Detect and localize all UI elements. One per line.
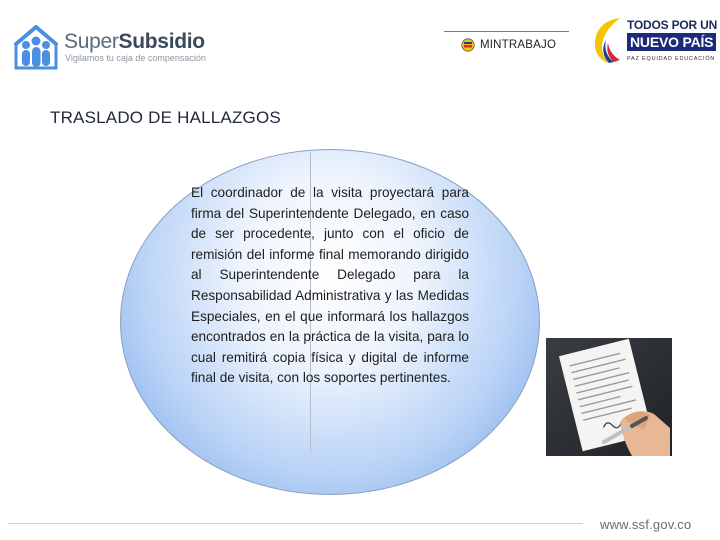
nuevo-pais-line2: NUEVO PAÍS [627,33,716,51]
supersubsidio-logo [12,22,227,72]
mintrabajo-label: MINTRABAJO [480,39,557,51]
family-house-icon [12,22,60,72]
supersubsidio-name: SuperSubsidio [64,30,205,53]
mintrabajo-divider [444,31,569,32]
flag-swoosh-icon [592,16,624,64]
slide-body-text: El coordinador de la visita proyectará para firma del Superintendente Delegado, en caso de ser procedente, junto con el oficio de remisión del informe final memorando dirigido al Superintendente Delegado para la Responsabilidad Administrativa y las Medidas Especiales, en el que informará los hallazgos encontrados en la práctica de la visita, para lo cual remitirá copia física y digital de informe final de visita, con los soportes pertinentes. [191,185,469,386]
nuevo-pais-logo [592,16,718,72]
header [0,0,720,80]
supersubsidio-tagline: Vigilamos tu caja de compensación [65,53,206,63]
signing-document-image [546,338,672,456]
nuevo-pais-line3: PAZ EQUIDAD EDUCACIÓN [627,56,716,62]
footer-url[interactable]: www.ssf.gov.co [600,517,692,532]
nuevo-pais-line1: TODOS POR UN [627,18,718,32]
colombia-seal-icon [461,38,475,52]
footer-divider [8,523,583,524]
slide-title: TRASLADO DE HALLAZGOS [50,108,281,127]
